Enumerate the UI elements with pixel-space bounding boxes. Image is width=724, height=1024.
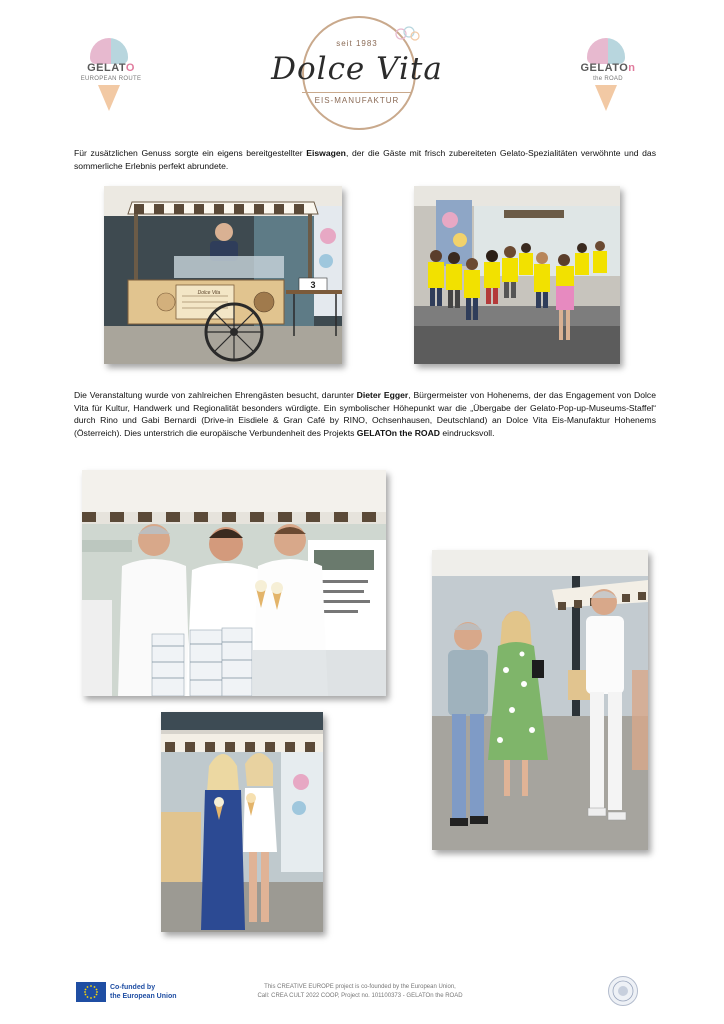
guests-conversation-image [432,550,648,850]
ice-cream-cone-icon [595,85,617,111]
two-women-image [161,712,323,932]
eu-cofunded-label: Co-funded by the European Union [110,984,177,1000]
logo-name: Dolce Vita [271,51,443,87]
logo-brand-o: O [125,62,135,74]
seal-emblem-icon [609,977,637,1005]
logo-tagline: EUROPEAN ROUTE [80,76,142,82]
ice-cream-sketch-icon [392,26,422,46]
three-men-image [82,470,386,696]
logo-brand-text: GELAT [87,62,126,74]
logo-divider [302,92,412,93]
logo-brand-text: GELATO [580,62,629,74]
ice-cream-scoop-icon [587,38,625,64]
cart-sign-title: Dolce Vita [197,290,221,296]
logo-brand-n: n [628,62,636,74]
bold-eiswagen: Eiswagen [306,148,346,158]
bold-dieter-egger: Dieter Egger [356,390,409,400]
dolce-vita-logo [262,16,442,134]
paragraph-ice-cart: Für zusätzlichen Genuss sorgte ein eigens bereitgestellter Eiswagen, der die Gäste mit frisch zubereiteten Gelato-Spezialitäten verwöhnte und das sommerliche Erlebnis perfekt abrundete. [74,148,656,171]
gelaton-the-road-logo [573,38,643,118]
project-seal-icon [608,976,638,1006]
logo-subtitle: EIS-MANUFAKTUR [314,96,400,105]
eu-stars-icon [76,982,106,1002]
bold-gelaton-the-road: GELATOn the ROAD [356,427,441,438]
school-children-image [414,186,620,364]
ice-cream-scoop-icon [90,38,128,64]
logo-tagline: the ROAD [593,76,623,82]
footer-project-note: This CREATIVE EUROPE project is co-founded by the European Union, Call: CREA CULT 2022 COOP, Project no. 101100373 - GELATOn the ROAD [257,984,463,999]
photo-school-children [414,186,620,364]
logo-since: seit 1983 [336,39,378,48]
eu-flag-icon [76,982,106,1002]
photo-two-women-with-gelato [161,712,323,932]
photo-three-men-with-gelato [82,470,386,696]
ice-cream-cone-icon [98,85,120,111]
photo-guests-conversation [432,550,648,850]
table-number-sign: 3 [310,280,316,290]
ice-cream-cart-image [104,186,342,364]
paragraph-honored-guests: Die Veranstaltung wurde von zahlreichen Ehrengästen besucht, darunter Dieter Egger, Bürgermeister von Hohenems, der das Engagement von Dolce Vita für Kultur, Handwerk und Regionalität besonders würdigte. Ein symbolischer Höhepunkt war die „Übergabe der Gelato-Pop-up-Museums-Staffel“ durch Rino und Gabi Bernardi (Drive-in Eisdiele & Gran Café by RINO, Ochsenhausen, Deutschland) an Dolce Vita Eis-Manufaktur Hohenems (Österreich). Dies unterstrich die europäische Verbundenheit des Projekts GELATOn the ROAD eindrucksvoll. [74,390,656,438]
gelato-european-route-logo [76,38,146,118]
photo-ice-cream-cart [104,186,342,364]
